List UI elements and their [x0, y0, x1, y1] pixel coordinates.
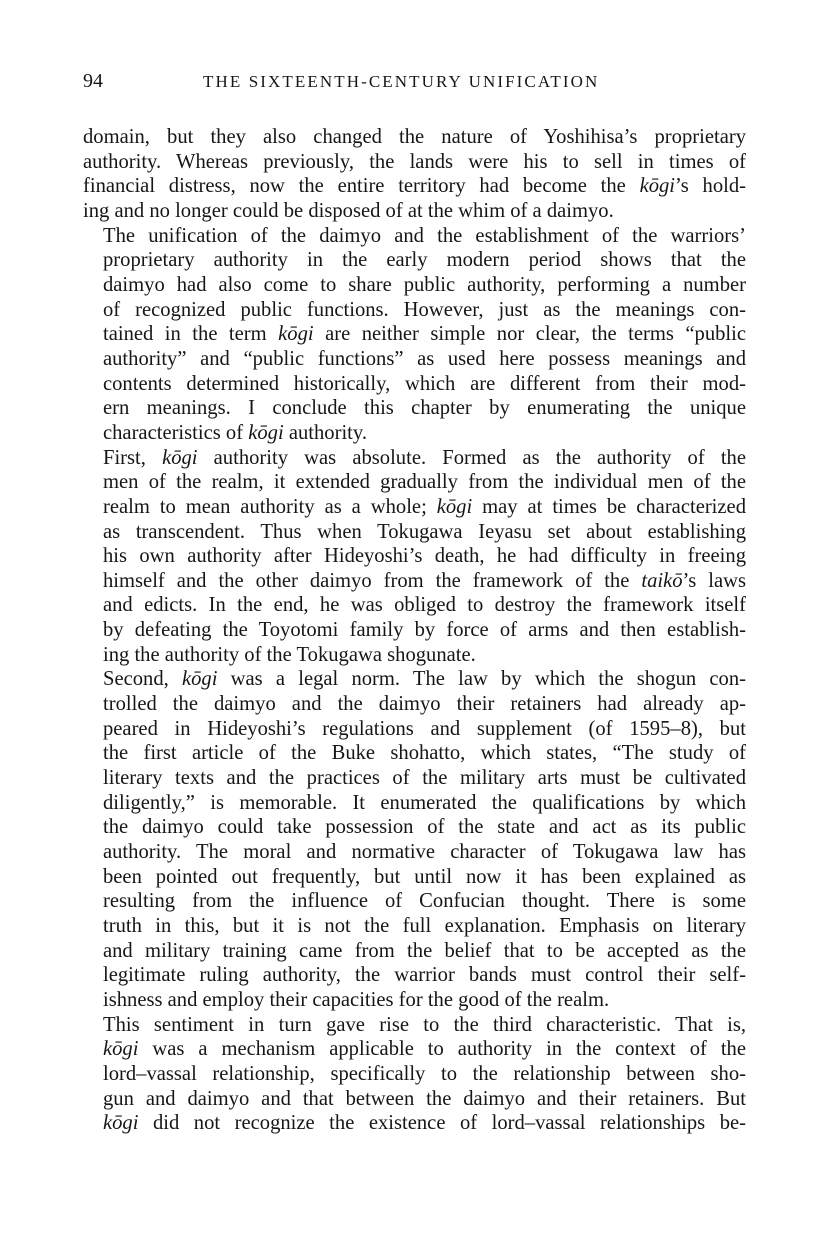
text-run: characteristics of — [103, 421, 249, 444]
text-run: was a legal norm. The law by which the shogun con- — [217, 668, 747, 691]
text-run: financial distress, now the entire territory had become the — [83, 175, 640, 198]
text-run: authority. — [283, 421, 368, 444]
text-line — [83, 248, 746, 273]
paragraph — [83, 125, 746, 224]
page-header — [83, 70, 746, 104]
text-run: ’s laws — [682, 569, 746, 592]
paragraph — [83, 224, 746, 446]
text-line — [83, 865, 746, 890]
text-line — [83, 544, 746, 569]
text-line — [83, 520, 746, 545]
text-run: authority” and “public functions” as used here possess meanings and — [103, 347, 746, 370]
text-run: as transcendent. Thus when Tokugawa Ieyasu set about establishing — [103, 520, 746, 543]
text-line — [83, 470, 746, 495]
text-line — [83, 298, 746, 323]
text-run: and military training came from the belief that to be accepted as the — [103, 939, 746, 962]
text-run: ing and no longer could be disposed of at the whim of a daimyo. — [83, 199, 614, 222]
text-run: lord–vassal relationship, specifically to the relationship between sho- — [103, 1062, 746, 1085]
text-run: and edicts. In the end, he was obliged to destroy the framework itself — [103, 594, 746, 617]
text-line — [83, 914, 746, 939]
text-run: authority. Whereas previously, the lands were his to sell in times of — [83, 150, 746, 173]
text-line — [83, 150, 746, 175]
text-line — [83, 643, 746, 668]
text-line — [83, 1037, 746, 1062]
text-run: diligently,” is memorable. It enumerated the qualifications by which — [103, 791, 746, 814]
text-run: contents determined historically, which are different from their mod- — [103, 372, 746, 395]
body-text — [83, 125, 746, 1136]
text-line — [83, 791, 746, 816]
text-line — [83, 396, 746, 421]
text-run: by defeating the Toyotomi family by force of arms and then establish- — [103, 619, 746, 642]
text-run: of recognized public functions. However, just as the meanings con- — [103, 298, 746, 321]
paragraph — [83, 667, 746, 1012]
text-run: domain, but they also changed the nature of Yoshihisa’s proprietary — [83, 126, 746, 148]
paragraph — [83, 1013, 746, 1136]
text-run: been pointed out frequently, but until now it has been explained as — [103, 865, 746, 888]
text-line — [83, 593, 746, 618]
text-run: ’s hold- — [675, 175, 746, 198]
italic-term: kōgi — [278, 323, 314, 346]
italic-term: kōgi — [103, 1038, 139, 1061]
text-run: may at times be characterized — [472, 495, 746, 518]
text-run: his own authority after Hideyoshi’s death, he had difficulty in freeing — [103, 545, 746, 568]
text-run: First, — [103, 446, 163, 469]
text-line — [83, 495, 746, 520]
italic-term: kōgi — [162, 446, 198, 469]
text-run: did not recognize the existence of lord–vassal relationships be- — [138, 1112, 746, 1135]
text-run: himself and the other daimyo from the framework of the — [103, 569, 642, 592]
text-run: truth in this, but it is not the full explanation. Emphasis on literary — [103, 915, 746, 937]
text-run: are neither simple nor clear, the terms “public — [313, 323, 746, 346]
text-line — [83, 1087, 746, 1112]
text-line — [83, 963, 746, 988]
text-run: men of the realm, it extended gradually from the individual men of the — [103, 471, 746, 494]
text-line — [83, 125, 746, 150]
text-run: This sentiment in turn gave rise to the third characteristic. That is, — [103, 1013, 746, 1036]
paragraph — [83, 446, 746, 668]
text-line — [83, 667, 746, 692]
text-run: legitimate ruling authority, the warrior bands must control their self- — [103, 964, 746, 987]
text-line — [83, 1013, 746, 1038]
text-line — [83, 815, 746, 840]
text-run: ern meanings. I conclude this chapter by enumerating the unique — [103, 397, 746, 420]
text-line — [83, 347, 746, 372]
text-run: the first article of the Buke shohatto, which states, “The study of — [103, 742, 746, 765]
text-line — [83, 939, 746, 964]
text-line — [83, 372, 746, 397]
text-line — [83, 717, 746, 742]
text-line — [83, 1062, 746, 1087]
text-line — [83, 618, 746, 643]
text-line — [83, 174, 746, 199]
text-run: the daimyo could take possession of the state and act as its public — [103, 816, 746, 839]
text-line — [83, 692, 746, 717]
running-head: THE SIXTEENTH-CENTURY UNIFICATION — [203, 72, 600, 91]
italic-term: kōgi — [436, 495, 473, 518]
text-line — [83, 446, 746, 471]
text-run: ing the authority of the Tokugawa shogunate. — [103, 643, 476, 666]
book-page — [83, 70, 746, 1136]
italic-term: kōgi — [248, 421, 284, 444]
text-run: ishness and employ their capacities for the good of the realm. — [103, 988, 610, 1011]
page-number: 94 — [83, 70, 103, 92]
italic-term: kōgi — [639, 175, 676, 198]
text-run: The unification of the daimyo and the establishment of the warriors’ — [103, 224, 746, 247]
text-run: tained in the term — [103, 323, 279, 346]
text-run: authority. The moral and normative character of Tokugawa law has — [103, 841, 746, 864]
text-run: daimyo had also come to share public authority, performing a number — [103, 273, 746, 296]
italic-term: kōgi — [103, 1112, 139, 1135]
text-line — [83, 421, 746, 446]
text-line — [83, 224, 746, 249]
text-line — [83, 988, 746, 1013]
text-line — [83, 273, 746, 298]
text-run: was a mechanism applicable to authority in the context of the — [138, 1038, 746, 1061]
text-line — [83, 889, 746, 914]
text-line — [83, 569, 746, 594]
text-run: realm to mean authority as a whole; — [103, 495, 437, 518]
text-run: proprietary authority in the early modern period shows that the — [103, 249, 746, 272]
italic-term: taikō — [641, 569, 683, 592]
text-run: authority was absolute. Formed as the authority of the — [197, 446, 746, 469]
text-run: literary texts and the practices of the military arts must be cultivated — [103, 767, 746, 790]
italic-term: kōgi — [181, 668, 218, 691]
text-run: peared in Hideyoshi’s regulations and supplement (of 1595–8), but — [103, 717, 746, 740]
text-run: trolled the daimyo and the daimyo their retainers had already ap- — [103, 693, 746, 716]
text-line — [83, 322, 746, 347]
text-line — [83, 766, 746, 791]
text-line — [83, 840, 746, 865]
text-run: Second, — [103, 668, 182, 691]
text-line — [83, 1111, 746, 1136]
text-line — [83, 199, 746, 224]
text-line — [83, 741, 746, 766]
text-run: resulting from the influence of Confucian thought. There is some — [103, 890, 746, 913]
text-run: gun and daimyo and that between the daimyo and their retainers. But — [103, 1087, 746, 1110]
